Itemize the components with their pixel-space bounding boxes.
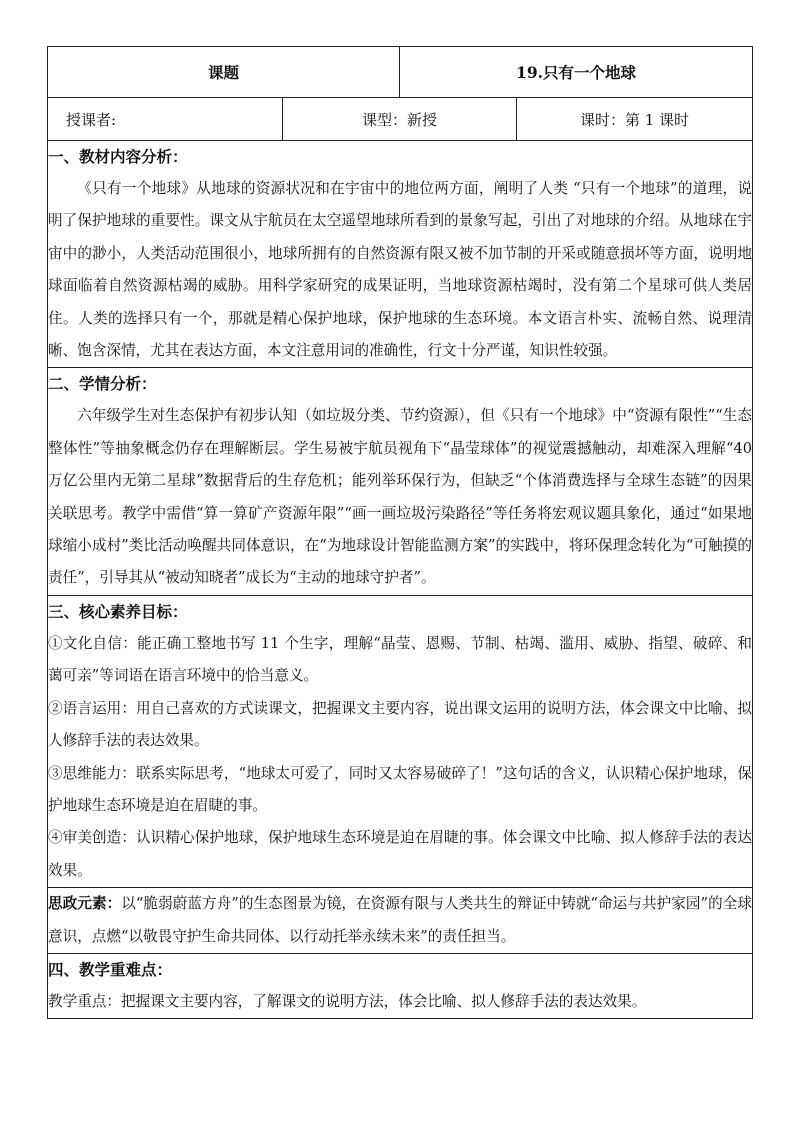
section-title: 二、学情分析： [48, 374, 157, 394]
section-title: 一、教材内容分析： [48, 147, 188, 166]
lesson-plan-table [47, 46, 753, 1019]
section-title: 三、核心素养目标： [48, 601, 188, 621]
lesson-type: 课型：新授 [283, 98, 517, 141]
section-body: 以“脆弱蔚蓝方舟”的生态图景为镜，在资源有限与人类共生的辩证中铸就“命运与共护家园”的全球意识，点燃“以敬畏守护生命共同体、以行动托举永续未来”的责任担当。 [48, 895, 752, 945]
teacher-label: 授课者: [48, 98, 283, 141]
goal-item: ③思维能力：联系实际思考，“地球太可爱了，同时又太容易破碎了！”这句话的含义，认识精心保护地球，保护地球生态环境是迫在眉睫的事。 [48, 764, 753, 814]
lesson-plan-page [47, 46, 752, 1019]
goal-item: ④审美创造：认识精心保护地球，保护地球生态环境是迫在眉睫的事。体会课文中比喻、拟人修辞手法的表达效果。 [48, 829, 753, 879]
topic-label: 课题 [48, 47, 400, 98]
lesson-time: 课时：第 1 课时 [517, 98, 753, 141]
section-students [48, 368, 753, 595]
header-row-topic [48, 47, 753, 98]
header-row-info [48, 98, 753, 141]
section-title: 四、教学重难点： [48, 959, 173, 979]
section-body: 六年级学生对生态保护有初步认知（如垃圾分类、节约资源），但《只有一个地球》中“资源有限性”“生态整体性”等抽象概念仍存在理解断层。学生易被宇航员视角下“晶莹球体”的视觉震撼触动，却难深入理解“40 万亿公里内无第二星球”数据背后的生存危机；能列举环保行为，但缺乏“个体消费选择与全球生态链”的因果关联思考。教学中需借“算一算矿产资源年限”“画一画垃圾污染路径”等任务将宏观议题具象化，通过“如果地球缩小成村”类比活动唤醒共同体意识，在“为地球设计智能监测方案”的实践中，将环保理念转化为“可触摸的责任”，引导其从“被动知晓者”成长为“主动的地球守护者”。 [48, 407, 753, 587]
section-body: 《只有一个地球》从地球的资源状况和在宇宙中的地位两方面，阐明了人类 “只有一个地球”的道理，说明了保护地球的重要性。课文从宇航员在太空遥望地球所看到的景象写起，引出了对地球的介绍。从地球在宇宙中的渺小，人类活动范围很小，地球所拥有的自然资源有限又被不加节制的开采或随意损坏等方面，说明地球面临着自然资源枯竭的威胁。用科学家研究的成果证明，当地球资源枯竭时，没有第二个星球可供人类居住。人类的选择只有一个，那就是精心保护地球，保护地球的生态环境。本文语言朴实、流畅自然、说理清晰、饱含深情，尤其在表达方面，本文注意用词的准确性，行文十分严谨，知识性较强。 [48, 180, 753, 360]
section-textbook [48, 141, 753, 368]
goal-item: ①文化自信：能正确工整地书写 11 个生字，理解“晶莹、恩赐、节制、枯竭、滥用、威胁、指望、破碎、和蔼可亲”等词语在语言环境中的恰当意义。 [48, 634, 753, 685]
ideology-paragraph [48, 888, 752, 953]
topic-value: 19.只有一个地球 [400, 47, 753, 98]
section-goals [48, 595, 753, 887]
section-title: 思政元素： [48, 895, 122, 913]
goal-item: ②语言运用：用自己喜欢的方式读课文，把握课文主要内容，说出课文运用的说明方法，体会课文中比喻、拟人修辞手法的表达效果。 [48, 699, 753, 750]
section-ideology [48, 888, 753, 954]
section-body: 教学重点：把握课文主要内容，了解课文的说明方法，体会比喻、拟人修辞手法的表达效果。 [48, 992, 647, 1010]
section-keypoints [48, 953, 753, 1018]
